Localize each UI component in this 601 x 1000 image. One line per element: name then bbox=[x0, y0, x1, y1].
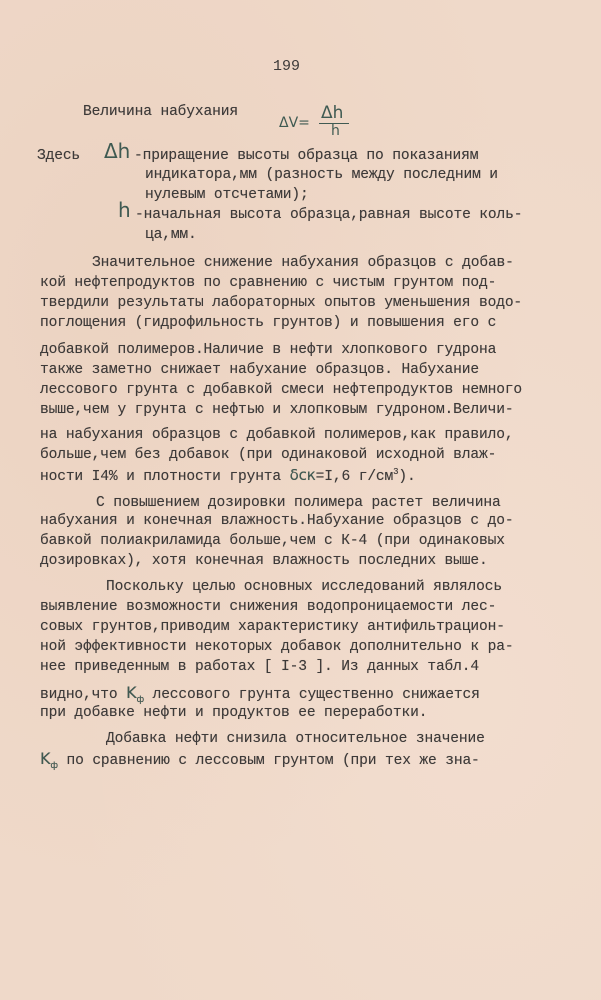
body-line: добавкой полимеров.Наличие в нефти хлопкового гудрона bbox=[40, 342, 497, 358]
body-line: выявление возможности снижения водопроницаемости лес- bbox=[40, 599, 497, 615]
definition-symbol-dh: Δh bbox=[104, 139, 131, 163]
density-tail: ). bbox=[398, 469, 416, 485]
swelling-formula bbox=[279, 103, 369, 143]
body-line: нее приведенным в работах [ I-3 ]. Из данных табл.4 bbox=[40, 659, 479, 675]
kf-subscript: ф bbox=[50, 761, 58, 772]
body-line-text: ности I4% и плотности грунта bbox=[40, 469, 282, 485]
body-line: набухания и конечная влажность.Набухание образцов с до- bbox=[40, 513, 514, 529]
body-line: совых грунтов,приводим характеристику антифильтрацион- bbox=[40, 619, 505, 635]
body-line-text: по сравнению с лессовым грунтом (при тех же зна- bbox=[66, 753, 480, 769]
body-line: Поскольку целью основных исследований являлось bbox=[106, 579, 502, 595]
body-line: бавкой полиакриламида больше,чем с К-4 (при одинаковых bbox=[40, 533, 505, 549]
body-line: также заметно снижает набухание образцов. Набухание bbox=[40, 362, 479, 378]
formula-caption: Величина набухания bbox=[83, 104, 238, 120]
body-line: лессового грунта с добавкой смеси нефтепродуктов немного bbox=[40, 382, 523, 398]
density-exponent: 3 bbox=[393, 467, 399, 478]
body-line: Добавка нефти снизила относительное значение bbox=[106, 731, 485, 747]
kf-letter: K bbox=[126, 683, 137, 702]
formula-denominator: h bbox=[331, 123, 340, 139]
body-line: твердили результаты лабораторных опытов уменьшения водо- bbox=[40, 295, 523, 311]
definition-line: ца,мм. bbox=[145, 227, 197, 243]
kf-subscript: ф bbox=[136, 695, 144, 706]
definition-line: нулевым отсчетами); bbox=[145, 187, 309, 203]
body-line: на набухания образцов с добавкой полимеров,как правило, bbox=[40, 427, 514, 443]
body-line: ной эффективности некоторых добавок дополнительно к ра- bbox=[40, 639, 514, 655]
kf-letter: K bbox=[40, 749, 51, 768]
body-line: больше,чем без добавок (при одинаковой исходной влаж- bbox=[40, 447, 497, 463]
body-line: С повышением дозировки полимера растет величина bbox=[96, 495, 501, 511]
body-line: выше,чем у грунта с нефтью и хлопковым гудроном.Величи- bbox=[40, 402, 514, 418]
body-line: при добавке нефти и продуктов ее переработки. bbox=[40, 705, 428, 721]
body-line: Значительное снижение набухания образцов с добав- bbox=[92, 255, 514, 271]
kf-symbol bbox=[126, 683, 144, 706]
definitions-intro: Здесь bbox=[37, 148, 81, 164]
formula-numerator: Δh bbox=[321, 103, 344, 123]
body-line bbox=[40, 466, 416, 486]
density-value: =I,6 г/см bbox=[315, 469, 394, 485]
page-number: 199 bbox=[273, 58, 301, 75]
definition-symbol-h: h bbox=[118, 198, 131, 222]
definition-line: индикатора,мм (разность между последним и bbox=[145, 167, 498, 183]
body-line: поглощения (гидрофильность грунтов) и повышения его с bbox=[40, 315, 497, 331]
formula-lhs: ΔV= bbox=[279, 115, 310, 131]
body-line-tail: лессового грунта существенно снижается bbox=[143, 687, 480, 703]
definition-line: -начальная высота образца,равная высоте коль- bbox=[135, 207, 523, 223]
density-symbol: δск bbox=[289, 466, 316, 484]
body-line-text: видно,что bbox=[40, 687, 118, 703]
body-line: дозировках), хотя конечная влажность последних выше. bbox=[40, 553, 488, 569]
definition-line: -приращение высоты образца по показаниям bbox=[134, 148, 479, 164]
kf-symbol bbox=[40, 749, 58, 772]
body-line: кой нефтепродуктов по сравнению с чистым грунтом под- bbox=[40, 275, 497, 291]
body-line bbox=[40, 750, 480, 775]
